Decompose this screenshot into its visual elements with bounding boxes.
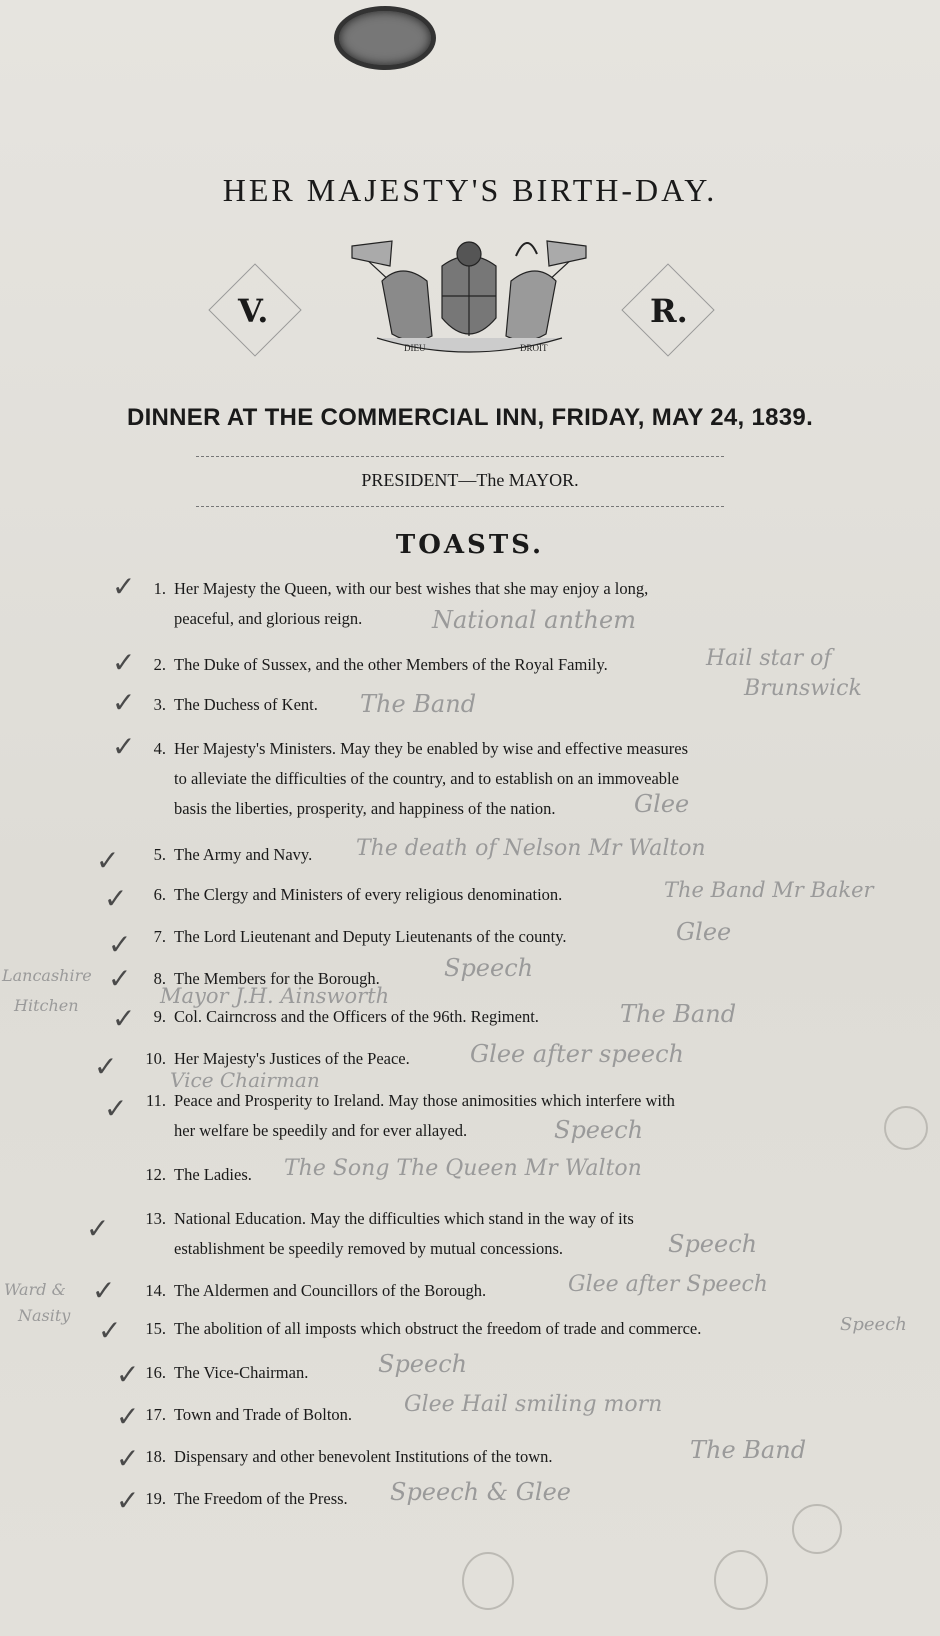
checkmark-icon: ✓	[112, 646, 136, 679]
pencil-note: Hitchen	[14, 996, 79, 1015]
toast-text-cont: to alleviate the difficulties of the country, and to establish on an immoveable	[174, 769, 679, 788]
toast-number: 9.	[153, 1007, 166, 1026]
pencil-note: Speech	[554, 1116, 644, 1144]
royal-coat-of-arms-icon	[322, 226, 616, 374]
checkmark-icon: ✓	[116, 1400, 140, 1433]
pencil-note: The Band	[620, 1000, 737, 1028]
toast-text: The Ladies.	[174, 1165, 252, 1184]
toast-text: The Lord Lieutenant and Deputy Lieutenants of the county.	[174, 927, 567, 946]
pencil-note: Glee after speech	[470, 1040, 685, 1068]
toast-text: Col. Cairncross and the Officers of the 96th. Regiment.	[174, 1007, 539, 1026]
pencil-note: The Band Mr Baker	[664, 878, 874, 902]
toast-text-cont: establishment be speedily removed by mutual concessions.	[174, 1239, 564, 1258]
pencil-note: National anthem	[432, 606, 636, 634]
toast-number: 19.	[145, 1489, 166, 1508]
checkmark-icon: ✓	[108, 928, 132, 961]
checkmark-icon: ✓	[112, 730, 136, 763]
pencil-note: Glee	[634, 790, 690, 818]
pencil-note: Mayor J.H. Ainsworth	[160, 984, 390, 1008]
toast-text: The Aldermen and Councillors of the Borough.	[174, 1281, 487, 1300]
checkmark-icon: ✓	[116, 1484, 140, 1517]
document-title: HER MAJESTY'S BIRTH-DAY.	[222, 172, 718, 208]
motto-left-label: DIEU	[404, 343, 426, 353]
pencil-note: The Band	[690, 1436, 807, 1464]
toast-text: The Duchess of Kent.	[174, 695, 318, 714]
toast-number: 1.	[153, 579, 166, 598]
checkmark-icon: ✓	[98, 1314, 122, 1347]
toast-text: Her Majesty the Queen, with our best wishes that she may enjoy a long,	[174, 579, 649, 598]
pencil-note: Speech	[668, 1230, 758, 1258]
checkmark-icon: ✓	[112, 1002, 136, 1035]
toast-text: The Freedom of the Press.	[174, 1489, 348, 1508]
pencil-note: The Song The Queen Mr Walton	[284, 1156, 642, 1181]
checkmark-icon: ✓	[108, 962, 132, 995]
pencil-note: Vice Chairman	[170, 1068, 320, 1092]
toast-number: 6.	[153, 885, 166, 904]
toast-text: The abolition of all imposts which obstruct the freedom of trade and commerce.	[174, 1319, 702, 1338]
pencil-note: The Band	[360, 690, 477, 718]
toast-number: 2.	[153, 655, 166, 674]
toast-text: Dispensary and other benevolent Institutions of the town.	[174, 1447, 553, 1466]
toast-text: The Duke of Sussex, and the other Members of the Royal Family.	[174, 655, 608, 674]
toast-number: 17.	[145, 1405, 166, 1424]
pencil-note: Glee Hail smiling morn	[404, 1392, 663, 1417]
toast-text: Her Majesty's Justices of the Peace.	[174, 1049, 410, 1068]
toast-number: 7.	[153, 927, 166, 946]
pencil-note: Lancashire	[2, 966, 92, 985]
initial-v: V.	[238, 292, 269, 330]
checkmark-icon: ✓	[116, 1442, 140, 1475]
toast-number: 11.	[145, 1091, 166, 1110]
checkmark-icon: ✓	[112, 686, 136, 719]
toast-number: 10.	[145, 1049, 166, 1068]
toast-number: 3.	[153, 695, 166, 714]
toast-number: 15.	[145, 1319, 166, 1338]
pencil-note: Speech	[840, 1314, 907, 1335]
pencil-note: Glee	[676, 918, 732, 946]
dinner-line: DINNER AT THE COMMERCIAL INN, FRIDAY, MAY 24, 1839.	[126, 404, 814, 431]
toast-text: The Army and Navy.	[174, 845, 313, 864]
toast-number: 4.	[153, 739, 166, 758]
checkmark-icon: ✓	[116, 1358, 140, 1391]
president-line: PRESIDENT—The MAYOR.	[361, 470, 579, 490]
toast-number: 13.	[145, 1209, 166, 1228]
checkmark-icon: ✓	[96, 844, 120, 877]
pencil-note: Speech & Glee	[390, 1478, 571, 1506]
pencil-circle	[462, 1552, 514, 1610]
toast-text: Her Majesty's Ministers. May they be enabled by wise and effective measures	[174, 739, 689, 758]
initial-r: R.	[650, 292, 688, 330]
checkmark-icon: ✓	[94, 1050, 118, 1083]
pencil-circle	[714, 1550, 768, 1610]
motto-right-label: DROIT	[520, 343, 548, 353]
toast-text: Town and Trade of Bolton.	[174, 1405, 353, 1424]
toast-number: 14.	[145, 1281, 166, 1300]
ink-stamp	[334, 6, 436, 70]
toast-text: The Members for the Borough.	[174, 969, 380, 988]
divider-bottom	[196, 506, 724, 507]
pencil-note: Speech	[378, 1350, 468, 1378]
pencil-note: Brunswick	[744, 676, 862, 701]
pencil-note: Hail star of	[706, 646, 832, 671]
toast-number: 16.	[145, 1363, 166, 1382]
toasts-heading: TOASTS.	[395, 530, 545, 560]
checkmark-icon: ✓	[104, 882, 128, 915]
toast-item	[136, 1086, 816, 1146]
pencil-note: The death of Nelson Mr Walton	[356, 836, 706, 861]
checkmark-icon: ✓	[86, 1212, 110, 1245]
toast-item	[136, 1314, 816, 1344]
checkmark-icon: ✓	[104, 1092, 128, 1125]
checkmark-icon: ✓	[92, 1274, 116, 1307]
toast-item	[136, 1358, 816, 1388]
toast-text: The Clergy and Ministers of every religious denomination.	[174, 885, 563, 904]
pencil-note: Glee after Speech	[568, 1272, 768, 1297]
toast-text-cont: basis the liberties, prosperity, and happiness of the nation.	[174, 799, 556, 818]
toast-text: Peace and Prosperity to Ireland. May those animosities which interfere with	[174, 1091, 675, 1110]
pencil-circle	[884, 1106, 928, 1150]
pencil-note: Nasity	[18, 1306, 71, 1325]
checkmark-icon: ✓	[112, 570, 136, 603]
pencil-note: Ward &	[4, 1280, 66, 1299]
toast-text: The Vice-Chairman.	[174, 1363, 309, 1382]
toast-number: 12.	[145, 1165, 166, 1184]
toast-text-cont: her welfare be speedily and for ever allayed.	[174, 1121, 468, 1140]
toast-number: 8.	[153, 969, 166, 988]
pencil-circle	[792, 1504, 842, 1554]
toast-number: 18.	[145, 1447, 166, 1466]
divider-top	[196, 456, 724, 457]
toast-item	[136, 734, 816, 824]
toast-text-cont: peaceful, and glorious reign.	[174, 609, 363, 628]
pencil-note: Speech	[444, 954, 534, 982]
toast-text: National Education. May the difficulties which stand in the way of its	[174, 1209, 634, 1228]
toast-number: 5.	[153, 845, 166, 864]
